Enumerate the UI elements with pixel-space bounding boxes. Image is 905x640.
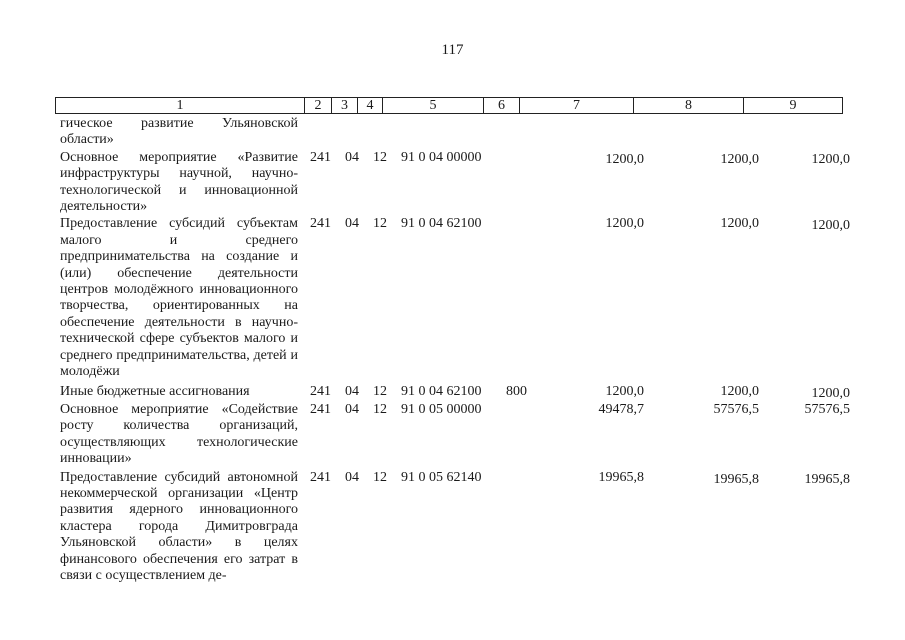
table-row <box>60 116 850 149</box>
cell-csr: 91 0 04 62100 <box>401 383 482 399</box>
cell-year3: 57576,5 <box>804 401 850 417</box>
cell-pr: 12 <box>373 149 387 165</box>
cell-pr: 12 <box>373 401 387 417</box>
cell-year1: 19965,8 <box>598 469 644 485</box>
header-col-3: 3 <box>332 98 358 113</box>
cell-csr: 91 0 04 62100 <box>401 216 482 232</box>
header-col-4: 4 <box>358 98 383 113</box>
cell-grbs: 241 <box>310 401 331 417</box>
header-col-1: 1 <box>56 98 305 113</box>
cell-rz: 04 <box>345 149 359 165</box>
row-description: Предоставление субсидий субъектам малого и среднего предпринимательства на создание и (или) обеспечение деятельности центров молодёжного инновационного творчества, ориентированных на обеспечение деятельности в научно-технической сфере субъектов малого и среднего предпринимательства, детей и молодёжи <box>60 216 298 380</box>
header-col-2: 2 <box>305 98 332 113</box>
cell-grbs: 241 <box>310 216 331 232</box>
cell-vr <box>506 402 546 468</box>
row-description: гическое развитие Ульяновской области» <box>60 116 298 148</box>
cell-grbs: 241 <box>310 149 331 165</box>
cell-year1: 1200,0 <box>605 383 644 399</box>
cell-rz: 04 <box>345 469 359 485</box>
cell-pr: 12 <box>373 469 387 485</box>
table-header <box>55 97 843 114</box>
header-col-8: 8 <box>634 98 744 113</box>
table-body <box>60 116 850 584</box>
cell-year3: 1200,0 <box>811 218 850 234</box>
table-row <box>60 470 850 585</box>
cell-csr: 91 0 04 00000 <box>401 149 482 165</box>
header-col-6: 6 <box>484 98 520 113</box>
cell-grbs: 241 <box>310 383 331 399</box>
header-col-5: 5 <box>383 98 484 113</box>
cell-year3: 1200,0 <box>811 385 850 401</box>
cell-vr <box>506 216 546 380</box>
cell-year1: 1200,0 <box>605 216 644 232</box>
cell-year3: 19965,8 <box>804 471 850 487</box>
cell-vr: 800 <box>506 383 527 399</box>
page-number: 117 <box>441 42 464 58</box>
header-col-9: 9 <box>789 98 797 113</box>
cell-rz: 04 <box>345 401 359 417</box>
cell-year2: 1200,0 <box>720 151 759 167</box>
cell-year3: 1200,0 <box>811 151 850 167</box>
row-description: Предоставление субсидий автономной некоммерческой организации «Центр развития ядерного инновационного кластера города Димитровграда Ульяновской области» в целях финансового обеспечения его затрат в связи с осуществлением де- <box>60 469 298 583</box>
cell-year2: 57576,5 <box>713 401 759 417</box>
header-col-7: 7 <box>520 98 634 113</box>
table-row <box>60 150 850 216</box>
cell-csr: 91 0 05 62140 <box>401 469 482 485</box>
row-description: Иные бюджетные ассигнования <box>60 383 250 399</box>
row-description: Основное мероприятие «Развитие инфраструктуры научной, научно-технологической и инновационной деятельности» <box>60 149 298 215</box>
cell-csr: 91 0 05 00000 <box>401 401 482 417</box>
cell-year2: 1200,0 <box>720 216 759 232</box>
cell-pr: 12 <box>373 383 387 399</box>
cell-vr <box>506 470 546 585</box>
cell-year2: 19965,8 <box>713 471 759 487</box>
cell-grbs: 241 <box>310 469 331 485</box>
cell-pr: 12 <box>373 216 387 232</box>
table-row <box>60 384 850 402</box>
table-row <box>60 216 850 380</box>
cell-rz: 04 <box>345 383 359 399</box>
cell-vr <box>506 150 546 216</box>
row-description: Основное мероприятие «Содействие росту количества организаций, осуществляющих технологические инновации» <box>60 401 298 467</box>
cell-year2: 1200,0 <box>720 383 759 399</box>
table-row <box>60 402 850 468</box>
cell-year1: 49478,7 <box>598 401 644 417</box>
cell-year1: 1200,0 <box>605 151 644 167</box>
cell-rz: 04 <box>345 216 359 232</box>
